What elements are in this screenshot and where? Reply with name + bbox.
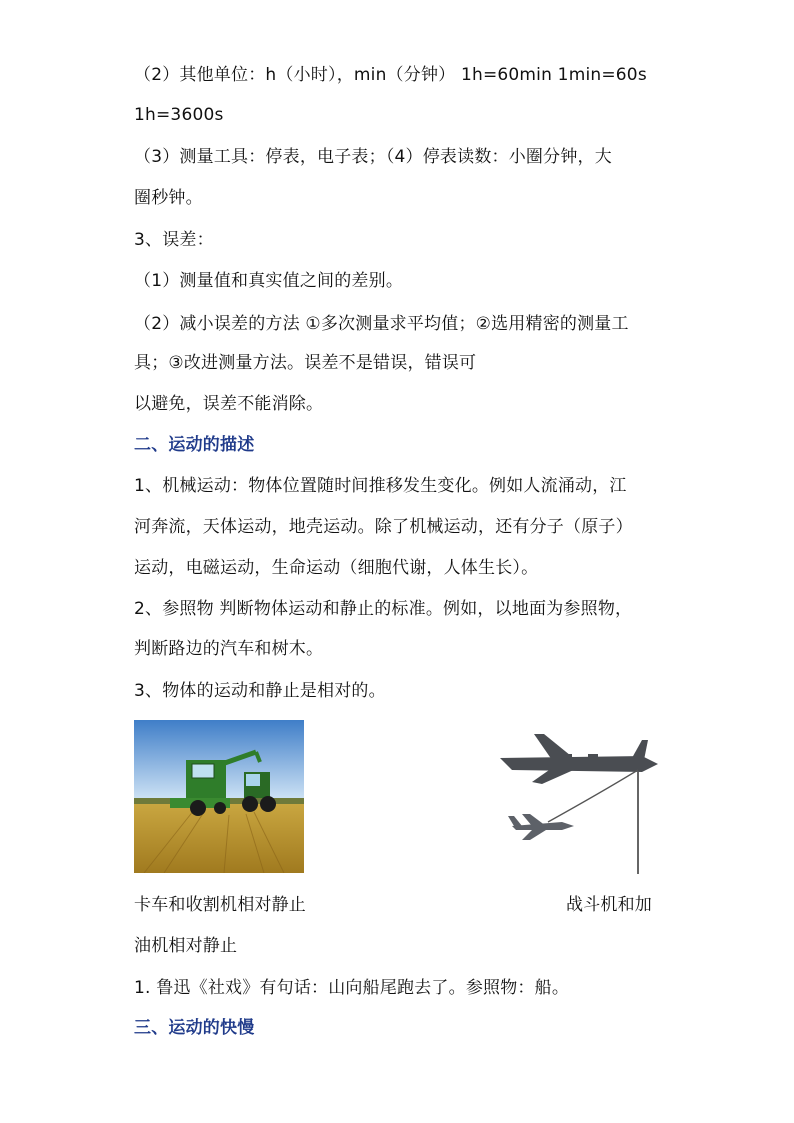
text-line: （2）其他单位：h（小时），min（分钟） 1h=60min 1min=60s: [134, 65, 647, 85]
text-line: 1、机械运动：物体位置随时间推移发生变化。例如人流涌动，江: [134, 476, 627, 496]
text-line: 1h=3600s: [134, 105, 224, 125]
text-line: 运动，电磁运动，生命运动（细胞代谢，人体生长）。: [134, 558, 539, 578]
aerial-refueling-photo: [492, 730, 662, 876]
text-line: （3）测量工具：停表，电子表；（4）停表读数：小圈分钟，大: [134, 147, 612, 167]
text-line: 具；③改进测量方法。误差不是错误，错误可: [134, 353, 477, 373]
caption-left: 卡车和收割机相对静止: [134, 895, 306, 915]
section-heading: 二、运动的描述: [134, 435, 255, 455]
harvester-truck-photo: [134, 720, 304, 873]
text-line: （2）减小误差的方法 ①多次测量求平均值；②选用精密的测量工: [134, 314, 629, 334]
text-line: 2、参照物 判断物体运动和静止的标准。例如，以地面为参照物，: [134, 599, 633, 619]
section-heading: 三、运动的快慢: [134, 1018, 255, 1038]
text-line: 3、物体的运动和静止是相对的。: [134, 681, 386, 701]
text-line: 圈秒钟。: [134, 188, 203, 208]
text-line: 油机相对静止: [134, 936, 238, 956]
text-line: （1）测量值和真实值之间的差别。: [134, 271, 404, 291]
text-line: 3、误差：: [134, 230, 214, 250]
caption-right: 战斗机和加: [566, 895, 652, 915]
text-line: 1. 鲁迅《社戏》有句话：山向船尾跑去了。参照物：船。: [134, 978, 570, 998]
text-line: 河奔流，天体运动，地壳运动。除了机械运动，还有分子（原子）: [134, 517, 633, 537]
text-line: 判断路边的汽车和树木。: [134, 639, 324, 659]
text-line: 以避免，误差不能消除。: [134, 394, 324, 414]
